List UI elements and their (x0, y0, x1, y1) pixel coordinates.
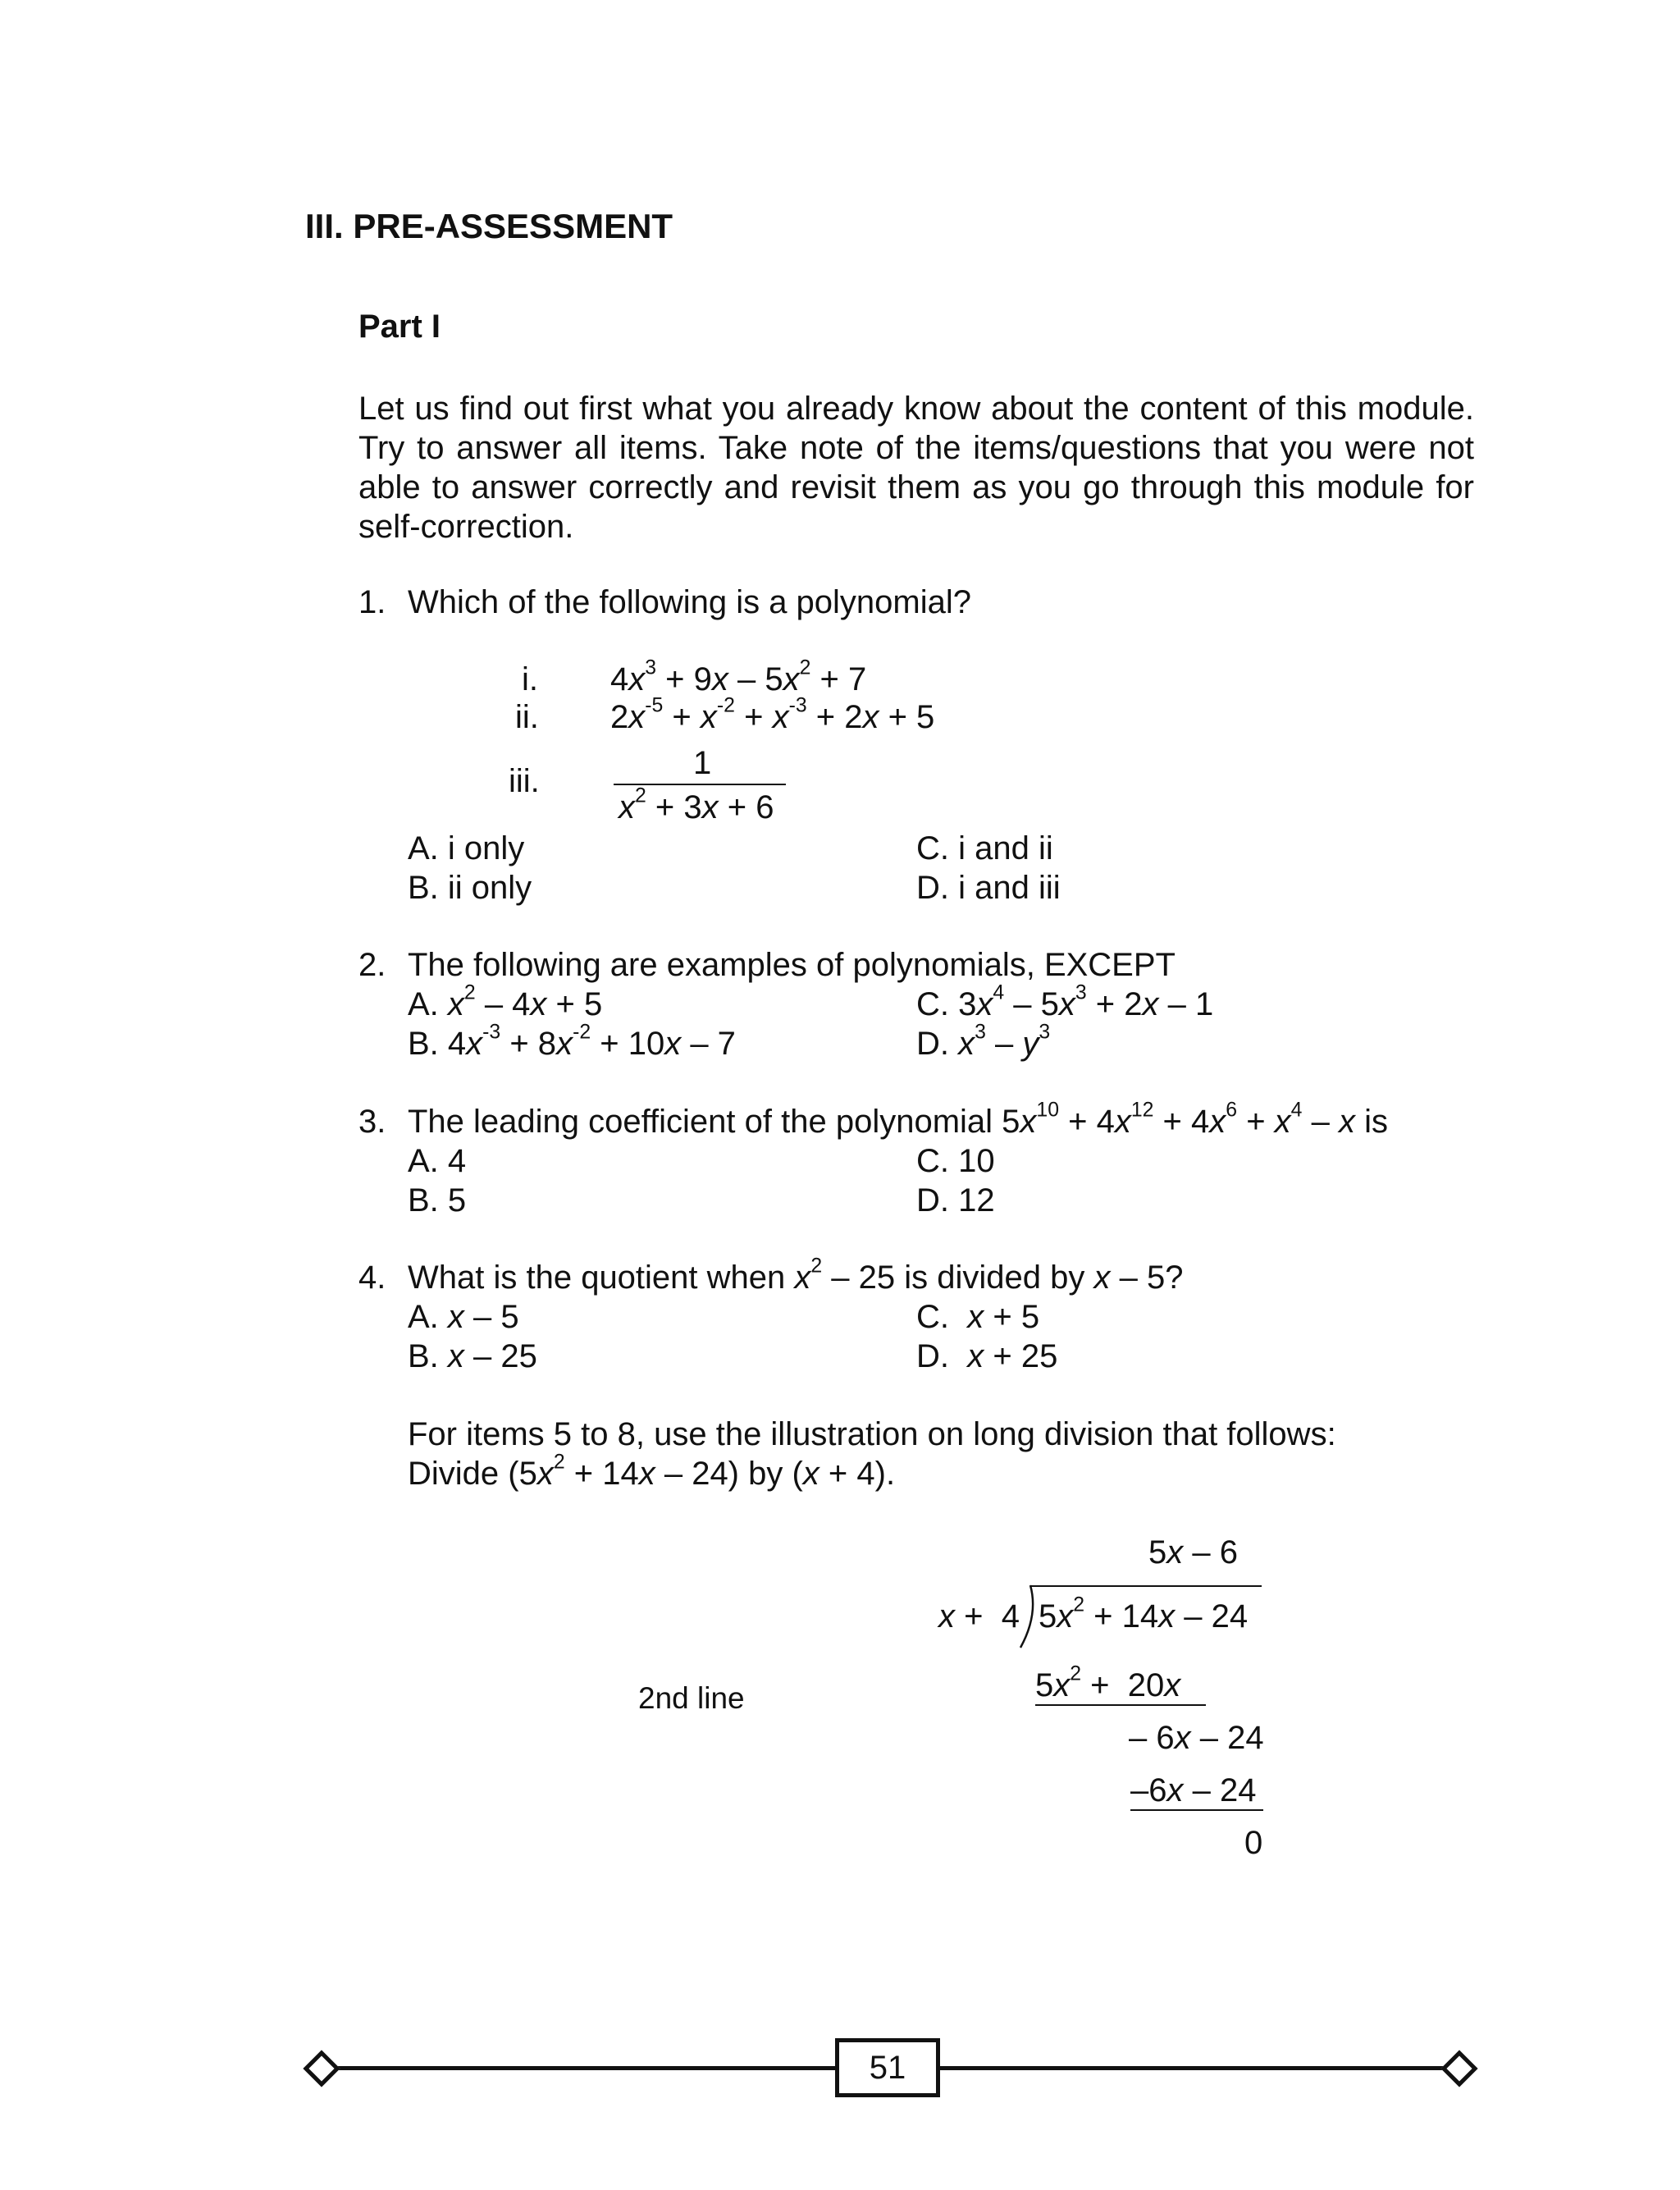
q4-number: 4. (358, 1260, 386, 1296)
q3-text: The leading coefficient of the polynomial $5x^{10} + 4x^{12} + 4x^6 + x^4 - x$ is (408, 1099, 1388, 1140)
q4-choice-b: B. x – 25 (408, 1338, 537, 1374)
long-division-step2: – 6x – 24 (1129, 1720, 1264, 1756)
long-division-bracket (1017, 1584, 1037, 1649)
q1-roman-i: i. (522, 661, 538, 697)
q1-choice-d: D. i and iii (916, 870, 1061, 906)
long-division-step1: $5x^2 + 20x$ (1035, 1662, 1181, 1703)
long-division-remainder: 0 (1244, 1825, 1263, 1861)
long-division-step3: –6x – 24 (1130, 1772, 1257, 1808)
long-division-quotient: 5x – 6 (1148, 1534, 1238, 1570)
q2-number: 2. (358, 947, 386, 983)
section-heading: III. PRE-ASSESSMENT (305, 207, 673, 245)
long-division-bar (1030, 1585, 1262, 1587)
q1-number: 1. (358, 584, 386, 620)
q1-choice-b: B. ii only (408, 870, 532, 906)
q2-choice-b: B. $4x^{-3} + 8x^{-2} + 10x - 7$ (408, 1021, 736, 1062)
q1-roman-iii: iii. (509, 763, 540, 799)
q1-roman-ii: ii. (515, 699, 539, 735)
intro-paragraph: Let us find out first what you already know about the content of this module. Try to answer all items. Take note of the items/questions that you were not able to answer correctly and revisit them as you go through this module for self-correction. (358, 391, 1474, 545)
long-division-dividend: $5x^2 + 14x - 24$ (1039, 1593, 1249, 1634)
items-5-8-divide: Divide $(5x^2 + 14x - 24)$ by (x + 4). (408, 1451, 896, 1492)
q3-choice-a: A. 4 (408, 1143, 467, 1179)
long-division-divisor: x + 4 (938, 1598, 1020, 1634)
q3-number: 3. (358, 1104, 386, 1140)
q1-choice-a: A. i only (408, 830, 525, 866)
q4-text: What is the quotient when $x^2 - 25$ is divided by x – 5? (408, 1255, 1184, 1296)
long-division-annotation: 2nd line (638, 1681, 745, 1715)
q1-text: Which of the following is a polynomial? (408, 584, 972, 620)
q1-option-ii-expr: $2x^{-5} + x^{-2} + x^{-3} + 2x + 5$ (610, 694, 935, 735)
page-number: 51 (869, 2049, 906, 2086)
q2-choice-d: D. $x^3 - y^3$ (916, 1021, 1051, 1062)
q4-choice-c: C. x + 5 (916, 1299, 1040, 1335)
part-title: Part I (358, 309, 441, 345)
footer-diamond-left (303, 2050, 340, 2087)
q1-fraction-numerator: 1 (693, 745, 712, 781)
page-number-box (835, 2038, 940, 2097)
long-division-step3-underline (1130, 1809, 1263, 1811)
footer-line-right (937, 2066, 1454, 2070)
footer-line-left (328, 2066, 838, 2070)
q3-choice-d: D. 12 (916, 1182, 995, 1218)
q1-choice-c: C. i and ii (916, 830, 1053, 866)
q1-fraction-denominator: $x^2 + 3x + 6$ (619, 784, 774, 825)
q1-option-i-expr: $4x^3 + 9x - 5x^2 + 7$ (610, 656, 867, 697)
q3-choice-c: C. 10 (916, 1143, 995, 1179)
q4-choice-d: D. x + 25 (916, 1338, 1058, 1374)
q2-choice-c: C. $3x^4 - 5x^3 + 2x - 1$ (916, 981, 1214, 1022)
items-5-8-instruction: For items 5 to 8, use the illustration on long division that follows: (408, 1416, 1336, 1452)
long-division-step1-underline (1035, 1704, 1206, 1706)
q2-text: The following are examples of polynomials, EXCEPT (408, 947, 1176, 983)
q3-choice-b: B. 5 (408, 1182, 467, 1218)
footer-diamond-right (1440, 2050, 1477, 2087)
q4-choice-a: A. x – 5 (408, 1299, 519, 1335)
q2-choice-a: A. $x^2 - 4x + 5$ (408, 981, 603, 1022)
